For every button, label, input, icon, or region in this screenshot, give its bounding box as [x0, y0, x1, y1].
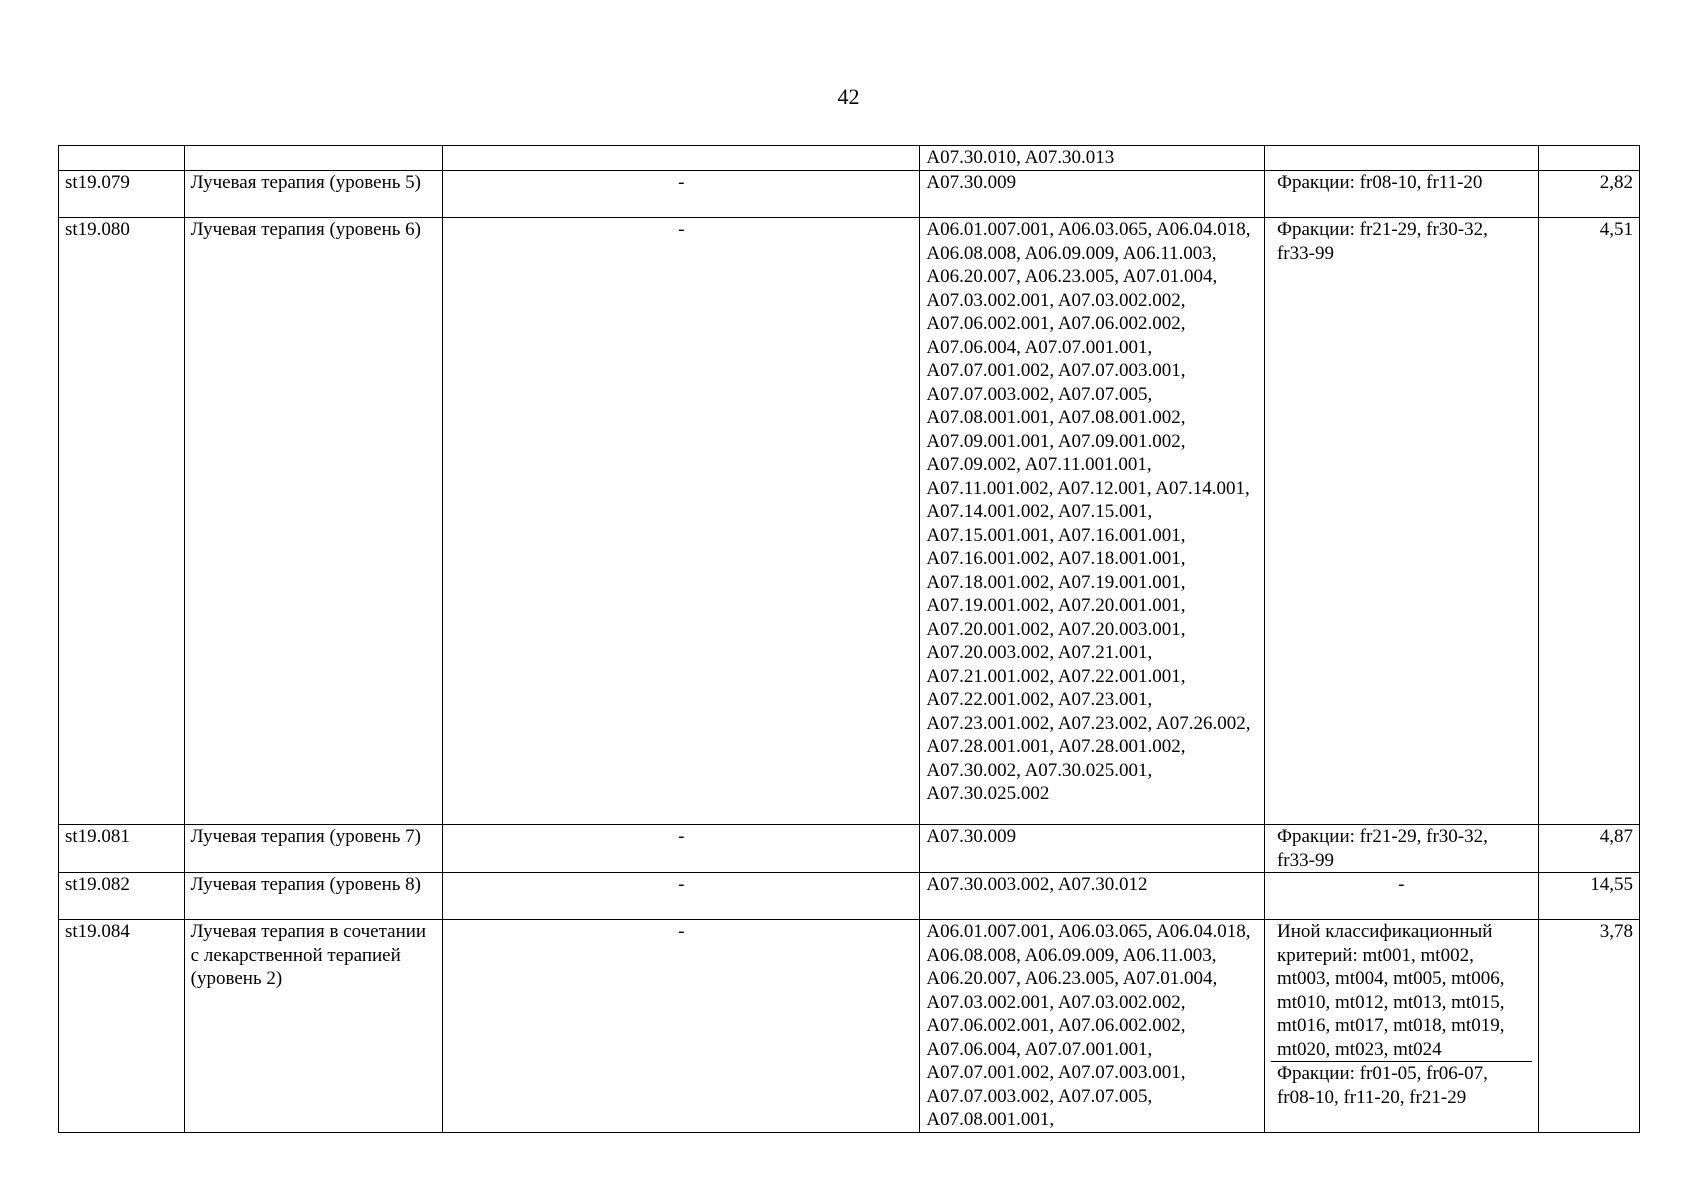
ksg-table: [58, 145, 1640, 1133]
criteria-cell: [1264, 873, 1538, 920]
ksg-name-cell: Лучевая терапия (уровень 5): [184, 171, 442, 218]
criteria-cell: [1264, 920, 1538, 1133]
service-codes-cell: A07.30.009: [920, 825, 1265, 873]
table-row: [59, 171, 1640, 218]
criteria-cell: [1264, 146, 1538, 171]
ksg-code-cell: st19.080: [59, 218, 185, 825]
criteria-cell: [1264, 825, 1538, 873]
service-codes-cell: A07.30.009: [920, 171, 1265, 218]
criteria-cell: [1264, 171, 1538, 218]
ksg-name-cell: Лучевая терапия (уровень 8): [184, 873, 442, 920]
coefficient-cell: 14,55: [1538, 873, 1639, 920]
ksg-name-cell: Лучевая терапия в сочетании с лекарственной терапией (уровень 2): [184, 920, 442, 1133]
criteria-block: -: [1398, 874, 1405, 895]
coefficient-cell: [1538, 146, 1639, 171]
coefficient-cell: 2,82: [1538, 171, 1639, 218]
table-row: [59, 873, 1640, 920]
criteria-block: Фракции: fr21-29, fr30-32, fr33-99: [1276, 219, 1488, 264]
criteria-block: Фракции: fr01-05, fr06-07, fr08-10, fr11-20, fr21-29: [1271, 1061, 1532, 1109]
diagnosis-code-cell: -: [443, 825, 920, 873]
criteria-block: Иной классификационный критерий: mt001, mt002, mt003, mt004, mt005, mt006, mt010, mt012, mt013, mt015, mt016, mt017, mt018, mt019, mt020, mt023, mt024: [1276, 921, 1505, 1060]
diagnosis-code-cell: [443, 146, 920, 171]
ksg-code-cell: st19.079: [59, 171, 185, 218]
criteria-cell: [1264, 218, 1538, 825]
table-row: [59, 825, 1640, 873]
coefficient-cell: 3,78: [1538, 920, 1639, 1133]
ksg-code-cell: st19.082: [59, 873, 185, 920]
criteria-block: Фракции: fr08-10, fr11-20: [1276, 172, 1483, 193]
service-codes-cell: A06.01.007.001, A06.03.065, A06.04.018, A06.08.008, A06.09.009, A06.11.003, A06.20.007, A06.23.005, A07.01.004, A07.03.002.001, A07.03.002.002, A07.06.002.001, A07.06.002.002, A07.06.004, A07.07.001.001, A07.07.001.002, A07.07.003.001, A07.07.003.002, A07.07.005, A07.08.001.001,: [920, 920, 1265, 1133]
ksg-code-cell: st19.084: [59, 920, 185, 1133]
diagnosis-code-cell: -: [443, 218, 920, 825]
ksg-code-cell: st19.081: [59, 825, 185, 873]
service-codes-cell: A07.30.003.002, A07.30.012: [920, 873, 1265, 920]
ksg-name-cell: Лучевая терапия (уровень 6): [184, 218, 442, 825]
diagnosis-code-cell: -: [443, 171, 920, 218]
coefficient-cell: 4,87: [1538, 825, 1639, 873]
criteria-block: Фракции: fr21-29, fr30-32, fr33-99: [1276, 826, 1488, 871]
coefficient-cell: 4,51: [1538, 218, 1639, 825]
ksg-name-cell: [184, 146, 442, 171]
table-row: [59, 146, 1640, 171]
page-number: 42: [837, 84, 860, 109]
ksg-code-cell: [59, 146, 185, 171]
diagnosis-code-cell: -: [443, 920, 920, 1133]
service-codes-cell: A06.01.007.001, A06.03.065, A06.04.018, A06.08.008, A06.09.009, A06.11.003, A06.20.007, A06.23.005, A07.01.004, A07.03.002.001, A07.03.002.002, A07.06.002.001, A07.06.002.002, A07.06.004, A07.07.001.001, A07.07.001.002, A07.07.003.001, A07.07.003.002, A07.07.005, A07.08.001.001, A07.08.001.002, A07.09.001.001, A07.09.001.002, A07.09.002, A07.11.001.001, A07.11.001.002, A07.12.001, A07.14.001, A07.14.001.002, A07.15.001, A07.15.001.001, A07.16.001.001, A07.16.001.002, A07.18.001.001, A07.18.001.002, A07.19.001.001, A07.19.001.002, A07.20.001.001, A07.20.001.002, A07.20.003.001, A07.20.003.002, A07.21.001, A07.21.001.002, A07.22.001.001, A07.22.001.002, A07.23.001, A07.23.001.002, A07.23.002, A07.26.002, A07.28.001.001, A07.28.001.002, A07.30.002, A07.30.025.001, A07.30.025.002: [920, 218, 1265, 825]
table-row: [59, 920, 1640, 1133]
service-codes-cell: A07.30.010, A07.30.013: [920, 146, 1265, 171]
table-row: [59, 218, 1640, 825]
ksg-name-cell: Лучевая терапия (уровень 7): [184, 825, 442, 873]
diagnosis-code-cell: -: [443, 873, 920, 920]
